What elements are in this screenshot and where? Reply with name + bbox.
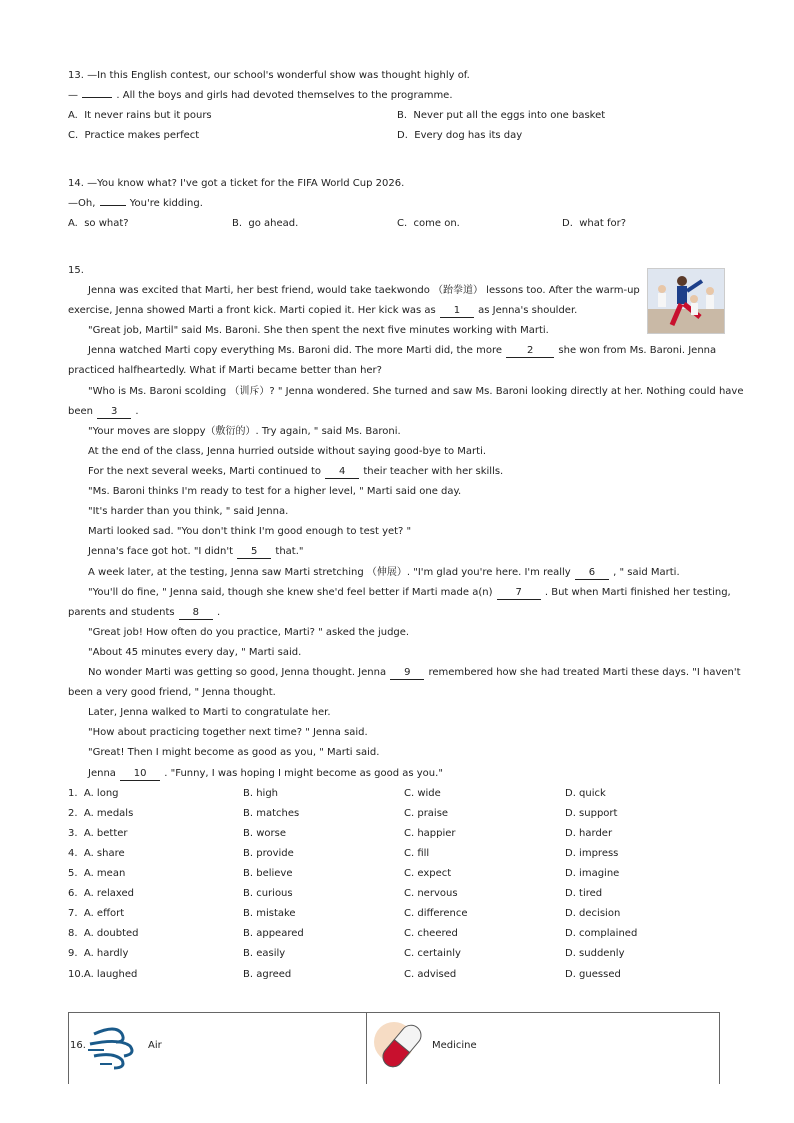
q14-option-d: D. what for? [562, 218, 627, 229]
choice-option[interactable]: D. harder [565, 828, 613, 839]
passage-line: Jenna 10 . "Funny, I was hoping I might become as good as you." [88, 768, 443, 779]
q14-stem: 14. —You know what? I've got a ticket for the FIFA World Cup 2026. [68, 178, 405, 189]
choice-option[interactable]: B. agreed [243, 969, 292, 980]
wind-icon [86, 1014, 144, 1078]
passage-line: been 3 . [68, 406, 139, 417]
choice-option[interactable]: C. certainly [404, 948, 461, 959]
choice-option[interactable]: B. curious [243, 888, 293, 899]
q15-number: 15. [68, 265, 84, 276]
choice-option[interactable]: B. worse [243, 828, 286, 839]
choice-option[interactable]: B. high [243, 788, 279, 799]
q16-label-air: Air [148, 1040, 162, 1051]
table-divider [366, 1012, 367, 1084]
cloze-blank-6[interactable]: 6 [575, 567, 609, 580]
choice-option[interactable]: C. praise [404, 808, 449, 819]
passage-line: For the next several weeks, Marti continued to 4 their teacher with her skills. [88, 466, 504, 477]
choice-option[interactable]: B. matches [243, 808, 300, 819]
q13-option-d: D. Every dog has its day [397, 130, 523, 141]
choice-option[interactable]: D. decision [565, 908, 621, 919]
choice-option[interactable]: D. impress [565, 848, 619, 859]
choice-option[interactable]: 3. A. better [68, 828, 128, 839]
pill-icon [372, 1016, 428, 1072]
passage-line: A week later, at the testing, Jenna saw Marti stretching （伸展）. "I'm glad you're here. I'm really 6 , " said Marti. [88, 567, 680, 578]
cloze-blank-1[interactable]: 1 [440, 305, 474, 318]
cloze-blank-4[interactable]: 4 [325, 466, 359, 479]
choice-option[interactable]: 4. A. share [68, 848, 125, 859]
choice-option[interactable]: 7. A. effort [68, 908, 125, 919]
passage-line: "Your moves are sloppy（敷衍的）. Try again, " said Ms. Baroni. [88, 426, 401, 437]
cloze-blank-8[interactable]: 8 [179, 607, 213, 620]
choice-option[interactable]: 1. A. long [68, 788, 119, 799]
choice-option[interactable]: D. guessed [565, 969, 621, 980]
q14-option-a: A. so what? [68, 218, 129, 229]
q16-label-medicine: Medicine [432, 1040, 477, 1051]
choice-option[interactable]: D. suddenly [565, 948, 625, 959]
choice-option[interactable]: C. cheered [404, 928, 458, 939]
choice-option[interactable]: 6. A. relaxed [68, 888, 134, 899]
q13-answer-blank[interactable] [82, 97, 112, 98]
q14-option-c: C. come on. [397, 218, 460, 229]
choice-option[interactable]: 2. A. medals [68, 808, 134, 819]
q14-answer-blank[interactable] [100, 205, 126, 206]
choice-option[interactable]: B. easily [243, 948, 286, 959]
choice-option[interactable]: 5. A. mean [68, 868, 126, 879]
choice-option[interactable]: D. quick [565, 788, 606, 799]
q13-option-c: C. Practice makes perfect [68, 130, 200, 141]
choice-option[interactable]: B. provide [243, 848, 294, 859]
passage-line: "Great! Then I might become as good as you, " Marti said. [88, 747, 380, 758]
choice-option[interactable]: D. tired [565, 888, 603, 899]
q13-reply: — . All the boys and girls had devoted themselves to the programme. [68, 90, 453, 101]
cloze-blank-7[interactable]: 7 [497, 587, 541, 600]
passage-line: Later, Jenna walked to Marti to congratulate her. [88, 707, 331, 718]
choice-option[interactable]: B. appeared [243, 928, 304, 939]
choice-option[interactable]: B. mistake [243, 908, 296, 919]
passage-line: "Great job! How often do you practice, Marti? " asked the judge. [88, 627, 410, 638]
passage-line: "Ms. Baroni thinks I'm ready to test for a higher level, " Marti said one day. [88, 486, 462, 497]
choice-option[interactable]: C. expect [404, 868, 452, 879]
passage-line: exercise, Jenna showed Marti a front kick. Marti copied it. Her kick was as 1 as Jenna's shoulder. [68, 305, 578, 316]
passage-line: "You'll do fine, " Jenna said, though she knew she'd feel better if Marti made a(n) 7 . But when Marti finished her testing, [88, 587, 731, 598]
passage-line: At the end of the class, Jenna hurried outside without saying good-bye to Marti. [88, 446, 487, 457]
table-divider [719, 1012, 720, 1084]
cloze-blank-3[interactable]: 3 [97, 406, 131, 419]
passage-line: "Who is Ms. Baroni scolding （训斥）? " Jenna wondered. She turned and saw Ms. Baroni looking directly at her. Nothing could have [88, 386, 744, 397]
passage-line: No wonder Marti was getting so good, Jenna thought. Jenna 9 remembered how she had treated Marti these days. "I haven't [88, 667, 741, 678]
choice-option[interactable]: 9. A. hardly [68, 948, 129, 959]
choice-option[interactable]: D. imagine [565, 868, 620, 879]
passage-line: practiced halfheartedly. What if Marti became better than her? [68, 365, 382, 376]
cloze-blank-2[interactable]: 2 [506, 345, 554, 358]
passage-line: been a very good friend, " Jenna thought. [68, 687, 276, 698]
cloze-blank-9[interactable]: 9 [390, 667, 424, 680]
passage-line: "It's harder than you think, " said Jenna. [88, 506, 289, 517]
choice-option[interactable]: 10.A. laughed [68, 969, 138, 980]
passage-line: "Great job, Martil" said Ms. Baroni. She then spent the next five minutes working with Marti. [88, 325, 549, 336]
q14-reply: —Oh, You're kidding. [68, 198, 203, 209]
q16-number: 16. [70, 1040, 86, 1051]
passage-line: Marti looked sad. "You don't think I'm good enough to test yet? " [88, 526, 412, 537]
choice-option[interactable]: D. support [565, 808, 618, 819]
q14-option-b: B. go ahead. [232, 218, 299, 229]
choice-option[interactable]: C. wide [404, 788, 441, 799]
choice-option[interactable]: C. difference [404, 908, 468, 919]
choice-option[interactable]: D. complained [565, 928, 638, 939]
table-divider [68, 1012, 69, 1084]
choice-option[interactable]: 8. A. doubted [68, 928, 139, 939]
choice-option[interactable]: C. nervous [404, 888, 458, 899]
cloze-blank-10[interactable]: 10 [120, 768, 160, 781]
passage-line: Jenna watched Marti copy everything Ms. Baroni did. The more Marti did, the more 2 she won from Ms. Baroni. Jenna [88, 345, 717, 356]
taekwondo-picture [647, 268, 725, 334]
passage-line: "About 45 minutes every day, " Marti said. [88, 647, 302, 658]
taekwondo-illustration [648, 269, 724, 333]
passage-line: Jenna's face got hot. "I didn't 5 that." [88, 546, 304, 557]
cloze-blank-5[interactable]: 5 [237, 546, 271, 559]
passage-line: Jenna was excited that Marti, her best friend, would take taekwondo （跆拳道） lessons too. After the warm-up [88, 285, 640, 296]
q13-option-b: B. Never put all the eggs into one basket [397, 110, 606, 121]
passage-line: parents and students 8 . [68, 607, 221, 618]
q13-option-a: A. It never rains but it pours [68, 110, 212, 121]
choice-option[interactable]: C. happier [404, 828, 456, 839]
passage-line: "How about practicing together next time? " Jenna said. [88, 727, 368, 738]
choice-option[interactable]: B. believe [243, 868, 293, 879]
choice-option[interactable]: C. advised [404, 969, 457, 980]
q13-stem: 13. —In this English contest, our school's wonderful show was thought highly of. [68, 70, 470, 81]
choice-option[interactable]: C. fill [404, 848, 430, 859]
